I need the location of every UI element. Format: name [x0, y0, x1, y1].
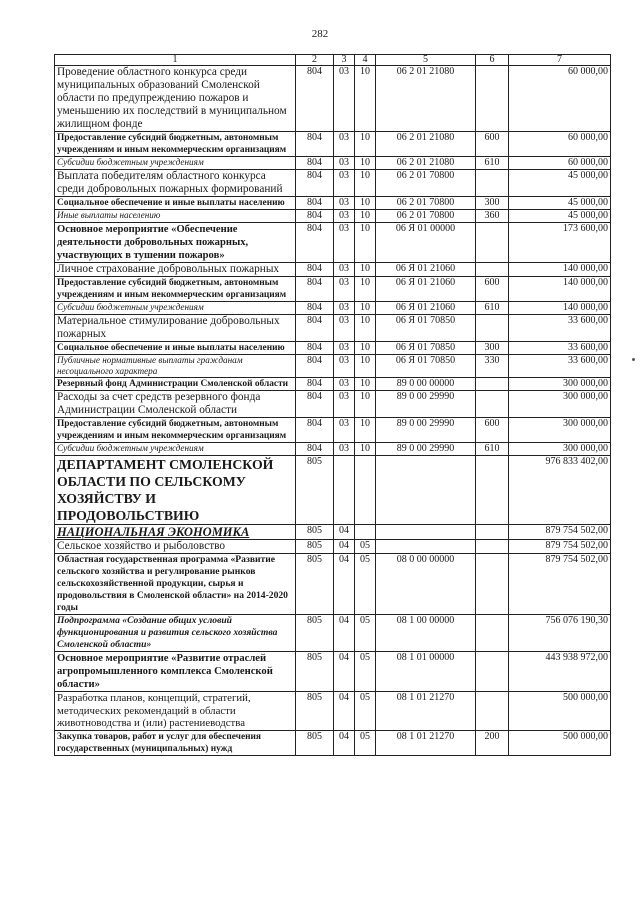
- row-name: Субсидии бюджетным учреждениям: [55, 302, 296, 315]
- row-subsection: 10: [355, 378, 376, 391]
- row-target-article: 89 0 00 29990: [376, 391, 476, 418]
- row-target-article: 06 2 01 21080: [376, 66, 476, 132]
- row-section: 03: [334, 197, 355, 210]
- row-subsection: 05: [355, 540, 376, 554]
- page-number: 282: [311, 28, 329, 40]
- row-section: 03: [334, 443, 355, 456]
- row-expense-type: [476, 263, 509, 277]
- row-expense-type: [476, 66, 509, 132]
- row-ministry-code: 804: [296, 378, 334, 391]
- row-subsection: 05: [355, 692, 376, 731]
- row-target-article: 06 2 01 70800: [376, 210, 476, 223]
- row-subsection: 10: [355, 277, 376, 302]
- row-amount: 45 000,00: [509, 170, 611, 197]
- row-name: Закупка товаров, работ и услуг для обеспечения государственных (муниципальных) нужд: [55, 730, 296, 755]
- row-target-article: 89 0 00 00000: [376, 378, 476, 391]
- row-section: 03: [334, 157, 355, 170]
- row-expense-type: 330: [476, 355, 509, 378]
- row-subsection: 05: [355, 615, 376, 652]
- row-target-article: 06 Я 01 70850: [376, 342, 476, 355]
- table-header-row: [55, 55, 611, 66]
- row-subsection: 10: [355, 263, 376, 277]
- table-row: [55, 263, 611, 277]
- table-row: [55, 132, 611, 157]
- row-section: 04: [334, 540, 355, 554]
- row-expense-type: 610: [476, 302, 509, 315]
- row-amount: 879 754 502,00: [509, 554, 611, 615]
- row-ministry-code: 805: [296, 652, 334, 692]
- row-name: Расходы за счет средств резервного фонда Администрации Смоленской области: [55, 391, 296, 418]
- row-name: Областная государственная программа «Развитие сельского хозяйства и регулирование рынков сельскохозяйственной продукции, сырья и продовольствия в Смоленской области» на 2014-2020 годы: [55, 554, 296, 615]
- row-section: 04: [334, 615, 355, 652]
- header-col-3: 3: [334, 55, 355, 66]
- row-amount: 879 754 502,00: [509, 540, 611, 554]
- row-name: Основное мероприятие «Обеспечение деятельности добровольных пожарных, участвующих в тушении пожаров»: [55, 223, 296, 263]
- row-subsection: 10: [355, 355, 376, 378]
- row-subsection: 10: [355, 132, 376, 157]
- row-expense-type: [476, 391, 509, 418]
- row-section: 03: [334, 378, 355, 391]
- row-target-article: 06 Я 01 70850: [376, 315, 476, 342]
- row-amount: 140 000,00: [509, 302, 611, 315]
- row-target-article: 08 1 01 21270: [376, 692, 476, 731]
- row-amount: 300 000,00: [509, 378, 611, 391]
- table-row: [55, 378, 611, 391]
- row-amount: 756 076 190,30: [509, 615, 611, 652]
- row-name: Проведение областного конкурса среди муниципальных образований Смоленской области по предупреждению пожаров и уменьшению их последствий в муниципальном жилищном фонде: [55, 66, 296, 132]
- row-target-article: 08 1 01 00000: [376, 652, 476, 692]
- row-name: Иные выплаты населению: [55, 210, 296, 223]
- row-expense-type: 600: [476, 277, 509, 302]
- row-expense-type: [476, 223, 509, 263]
- header-col-6: 6: [476, 55, 509, 66]
- table-row: [55, 456, 611, 525]
- table-row: [55, 157, 611, 170]
- row-expense-type: [476, 692, 509, 731]
- row-section: 03: [334, 170, 355, 197]
- row-name: Социальное обеспечение и иные выплаты населению: [55, 342, 296, 355]
- row-section: 03: [334, 342, 355, 355]
- row-amount: 500 000,00: [509, 692, 611, 731]
- row-ministry-code: 805: [296, 554, 334, 615]
- row-name: НАЦИОНАЛЬНАЯ ЭКОНОМИКА: [55, 525, 296, 540]
- row-expense-type: [476, 456, 509, 525]
- table-row: [55, 223, 611, 263]
- table-row: [55, 66, 611, 132]
- row-section: 03: [334, 418, 355, 443]
- table-row: [55, 730, 611, 755]
- row-section: [334, 456, 355, 525]
- row-target-article: 06 2 01 21080: [376, 132, 476, 157]
- row-section: 04: [334, 692, 355, 731]
- scan-speck: [632, 358, 635, 361]
- row-expense-type: [476, 378, 509, 391]
- row-target-article: 06 2 01 21080: [376, 157, 476, 170]
- row-target-article: 06 Я 01 21060: [376, 263, 476, 277]
- row-subsection: 10: [355, 197, 376, 210]
- row-ministry-code: 805: [296, 456, 334, 525]
- row-ministry-code: 804: [296, 277, 334, 302]
- row-subsection: 10: [355, 66, 376, 132]
- row-name: Материальное стимулирование добровольных пожарных: [55, 315, 296, 342]
- table-row: [55, 525, 611, 540]
- row-ministry-code: 804: [296, 170, 334, 197]
- row-expense-type: 610: [476, 443, 509, 456]
- row-section: 03: [334, 210, 355, 223]
- table-row: [55, 170, 611, 197]
- row-ministry-code: 804: [296, 223, 334, 263]
- row-expense-type: 300: [476, 197, 509, 210]
- row-amount: 60 000,00: [509, 157, 611, 170]
- table-row: [55, 355, 611, 378]
- row-amount: 33 600,00: [509, 315, 611, 342]
- row-target-article: 08 1 00 00000: [376, 615, 476, 652]
- row-amount: 500 000,00: [509, 730, 611, 755]
- row-subsection: 10: [355, 210, 376, 223]
- row-ministry-code: 804: [296, 210, 334, 223]
- row-amount: 173 600,00: [509, 223, 611, 263]
- row-expense-type: 200: [476, 730, 509, 755]
- header-col-4: 4: [355, 55, 376, 66]
- row-amount: 33 600,00: [509, 355, 611, 378]
- row-name: Субсидии бюджетным учреждениям: [55, 443, 296, 456]
- row-amount: 140 000,00: [509, 263, 611, 277]
- row-ministry-code: 804: [296, 132, 334, 157]
- table-row: [55, 540, 611, 554]
- row-expense-type: 360: [476, 210, 509, 223]
- row-ministry-code: 804: [296, 342, 334, 355]
- row-ministry-code: 804: [296, 355, 334, 378]
- table-row: [55, 418, 611, 443]
- row-target-article: 08 1 01 21270: [376, 730, 476, 755]
- row-amount: 140 000,00: [509, 277, 611, 302]
- row-subsection: 05: [355, 554, 376, 615]
- row-ministry-code: 805: [296, 525, 334, 540]
- table-row: [55, 554, 611, 615]
- table-row: [55, 315, 611, 342]
- row-name: Резервный фонд Администрации Смоленской области: [55, 378, 296, 391]
- row-name: Сельское хозяйство и рыболовство: [55, 540, 296, 554]
- row-name: Предоставление субсидий бюджетным, автономным учреждениям и иным некоммерческим организациям: [55, 132, 296, 157]
- header-col-2: 2: [296, 55, 334, 66]
- row-ministry-code: 804: [296, 391, 334, 418]
- row-section: 04: [334, 554, 355, 615]
- row-ministry-code: 804: [296, 418, 334, 443]
- row-expense-type: [476, 525, 509, 540]
- row-expense-type: [476, 315, 509, 342]
- header-col-5: 5: [376, 55, 476, 66]
- row-target-article: [376, 525, 476, 540]
- row-name: Социальное обеспечение и иные выплаты населению: [55, 197, 296, 210]
- row-expense-type: [476, 615, 509, 652]
- row-amount: 45 000,00: [509, 210, 611, 223]
- table-row: [55, 443, 611, 456]
- row-target-article: [376, 540, 476, 554]
- row-subsection: 05: [355, 730, 376, 755]
- table-row: [55, 210, 611, 223]
- row-subsection: 10: [355, 443, 376, 456]
- row-expense-type: [476, 540, 509, 554]
- row-target-article: 89 0 00 29990: [376, 443, 476, 456]
- row-subsection: 10: [355, 315, 376, 342]
- row-name: Выплата победителям областного конкурса среди добровольных пожарных формирований: [55, 170, 296, 197]
- row-ministry-code: 804: [296, 302, 334, 315]
- row-name: Подпрограмма «Создание общих условий функционирования и развития сельского хозяйства Смоленской области»: [55, 615, 296, 652]
- row-target-article: 06 Я 01 21060: [376, 277, 476, 302]
- row-amount: 60 000,00: [509, 66, 611, 132]
- row-target-article: 06 2 01 70800: [376, 170, 476, 197]
- table-row: [55, 615, 611, 652]
- row-target-article: 06 Я 01 21060: [376, 302, 476, 315]
- row-section: 03: [334, 66, 355, 132]
- table-row: [55, 391, 611, 418]
- row-amount: 300 000,00: [509, 443, 611, 456]
- row-amount: 33 600,00: [509, 342, 611, 355]
- row-ministry-code: 804: [296, 263, 334, 277]
- row-subsection: [355, 525, 376, 540]
- table-row: [55, 277, 611, 302]
- table-row: [55, 652, 611, 692]
- row-subsection: 10: [355, 342, 376, 355]
- row-amount: 300 000,00: [509, 391, 611, 418]
- row-section: 04: [334, 652, 355, 692]
- budget-table: [54, 54, 611, 756]
- row-name: Разработка планов, концепций, стратегий, методических рекомендаций в области животноводства и (или) растениеводства: [55, 692, 296, 731]
- row-expense-type: [476, 554, 509, 615]
- row-amount: 45 000,00: [509, 197, 611, 210]
- row-section: 03: [334, 355, 355, 378]
- row-subsection: 05: [355, 652, 376, 692]
- row-section: 03: [334, 391, 355, 418]
- row-ministry-code: 805: [296, 692, 334, 731]
- row-amount: 976 833 402,00: [509, 456, 611, 525]
- row-section: 03: [334, 263, 355, 277]
- row-ministry-code: 804: [296, 197, 334, 210]
- row-name: Личное страхование добровольных пожарных: [55, 263, 296, 277]
- row-section: 03: [334, 223, 355, 263]
- row-name: Предоставление субсидий бюджетным, автономным учреждениям и иным некоммерческим организациям: [55, 418, 296, 443]
- row-target-article: 06 Я 01 00000: [376, 223, 476, 263]
- row-ministry-code: 805: [296, 615, 334, 652]
- row-expense-type: 610: [476, 157, 509, 170]
- row-target-article: 08 0 00 00000: [376, 554, 476, 615]
- row-amount: 60 000,00: [509, 132, 611, 157]
- row-subsection: 10: [355, 302, 376, 315]
- row-ministry-code: 804: [296, 66, 334, 132]
- row-section: 03: [334, 315, 355, 342]
- header-col-7: 7: [509, 55, 611, 66]
- row-section: 03: [334, 132, 355, 157]
- row-expense-type: 600: [476, 418, 509, 443]
- row-subsection: 10: [355, 170, 376, 197]
- row-subsection: 10: [355, 418, 376, 443]
- row-section: 03: [334, 277, 355, 302]
- row-target-article: 06 Я 01 70850: [376, 355, 476, 378]
- row-ministry-code: 804: [296, 157, 334, 170]
- table-row: [55, 197, 611, 210]
- row-subsection: 10: [355, 157, 376, 170]
- header-col-1: 1: [55, 55, 296, 66]
- row-name: Предоставление субсидий бюджетным, автономным учреждениям и иным некоммерческим организациям: [55, 277, 296, 302]
- row-amount: 300 000,00: [509, 418, 611, 443]
- row-expense-type: 300: [476, 342, 509, 355]
- row-ministry-code: 804: [296, 315, 334, 342]
- row-name: Публичные нормативные выплаты гражданам несоциального характера: [55, 355, 296, 378]
- row-subsection: [355, 456, 376, 525]
- row-amount: 443 938 972,00: [509, 652, 611, 692]
- row-subsection: 10: [355, 223, 376, 263]
- row-expense-type: [476, 652, 509, 692]
- table-row: [55, 692, 611, 731]
- table-row: [55, 302, 611, 315]
- row-expense-type: [476, 170, 509, 197]
- row-ministry-code: 804: [296, 443, 334, 456]
- row-section: 03: [334, 302, 355, 315]
- table-row: [55, 342, 611, 355]
- row-subsection: 10: [355, 391, 376, 418]
- row-section: 04: [334, 730, 355, 755]
- row-amount: 879 754 502,00: [509, 525, 611, 540]
- row-ministry-code: 805: [296, 730, 334, 755]
- row-target-article: 89 0 00 29990: [376, 418, 476, 443]
- row-expense-type: 600: [476, 132, 509, 157]
- row-target-article: 06 2 01 70800: [376, 197, 476, 210]
- row-section: 04: [334, 525, 355, 540]
- row-ministry-code: 805: [296, 540, 334, 554]
- row-name: ДЕПАРТАМЕНТ СМОЛЕНСКОЙ ОБЛАСТИ ПО СЕЛЬСКОМУ ХОЗЯЙСТВУ И ПРОДОВОЛЬСТВИЮ: [55, 456, 296, 525]
- row-name: Субсидии бюджетным учреждениям: [55, 157, 296, 170]
- row-target-article: [376, 456, 476, 525]
- row-name: Основное мероприятие «Развитие отраслей агропромышленного комплекса Смоленской области»: [55, 652, 296, 692]
